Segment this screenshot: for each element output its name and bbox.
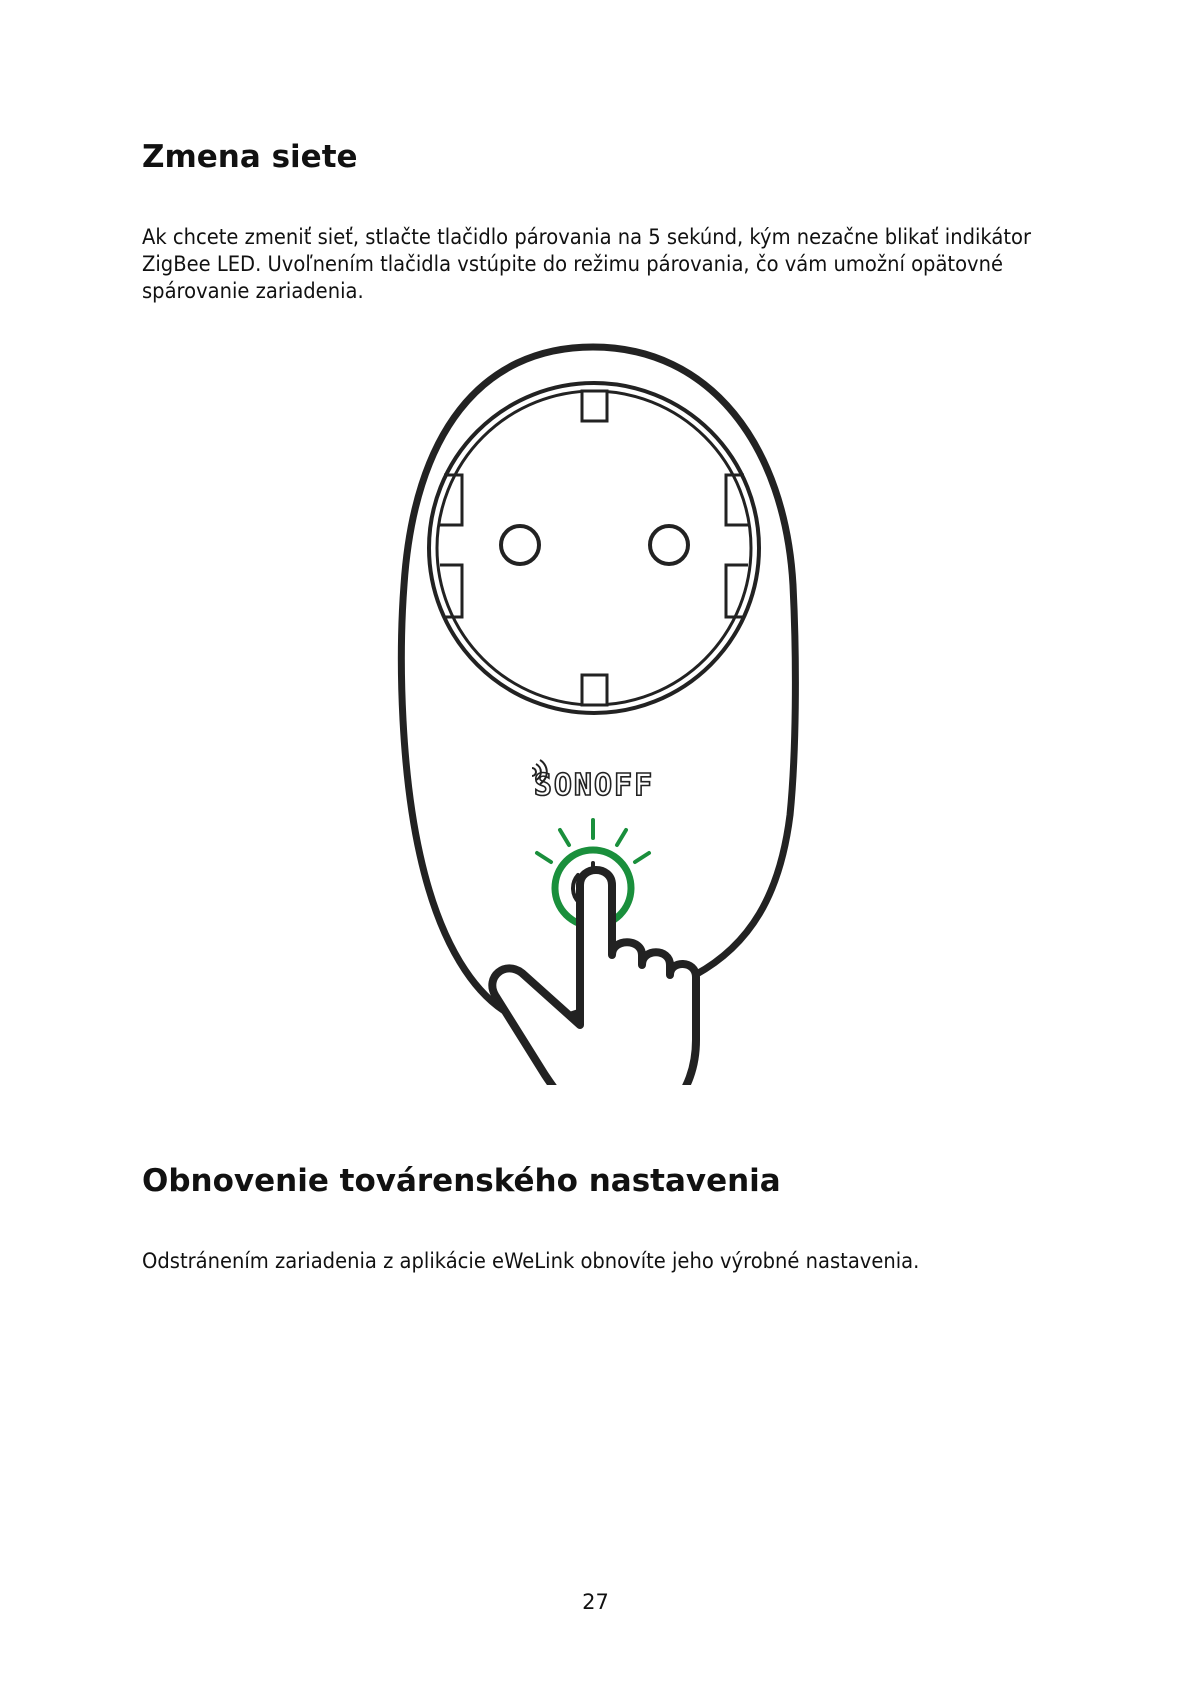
- section-text-network-change: Ak chcete zmeniť sieť, stlačte tlačidlo párovania na 5 sekúnd, kým nezačne blikať indikátor ZigBee LED. Uvoľnením tlačidla vstúpite do režimu párovania, čo vám umožní opätovné spárovanie zariadenia.: [142, 225, 1032, 303]
- section-title-factory-reset: Obnovenie továrenského nastavenia: [142, 1163, 781, 1199]
- smart-plug-illustration: [380, 335, 810, 1085]
- svg-text:SONOFF: SONOFF: [533, 768, 655, 803]
- section-title-network-change: Zmena siete: [142, 139, 358, 175]
- section-text-factory-reset: Odstránením zariadenia z aplikácie eWeLink obnovíte jeho výrobné nastavenia.: [142, 1249, 920, 1273]
- smart-plug-icon: [380, 335, 810, 1085]
- page-number: 27: [582, 1590, 609, 1614]
